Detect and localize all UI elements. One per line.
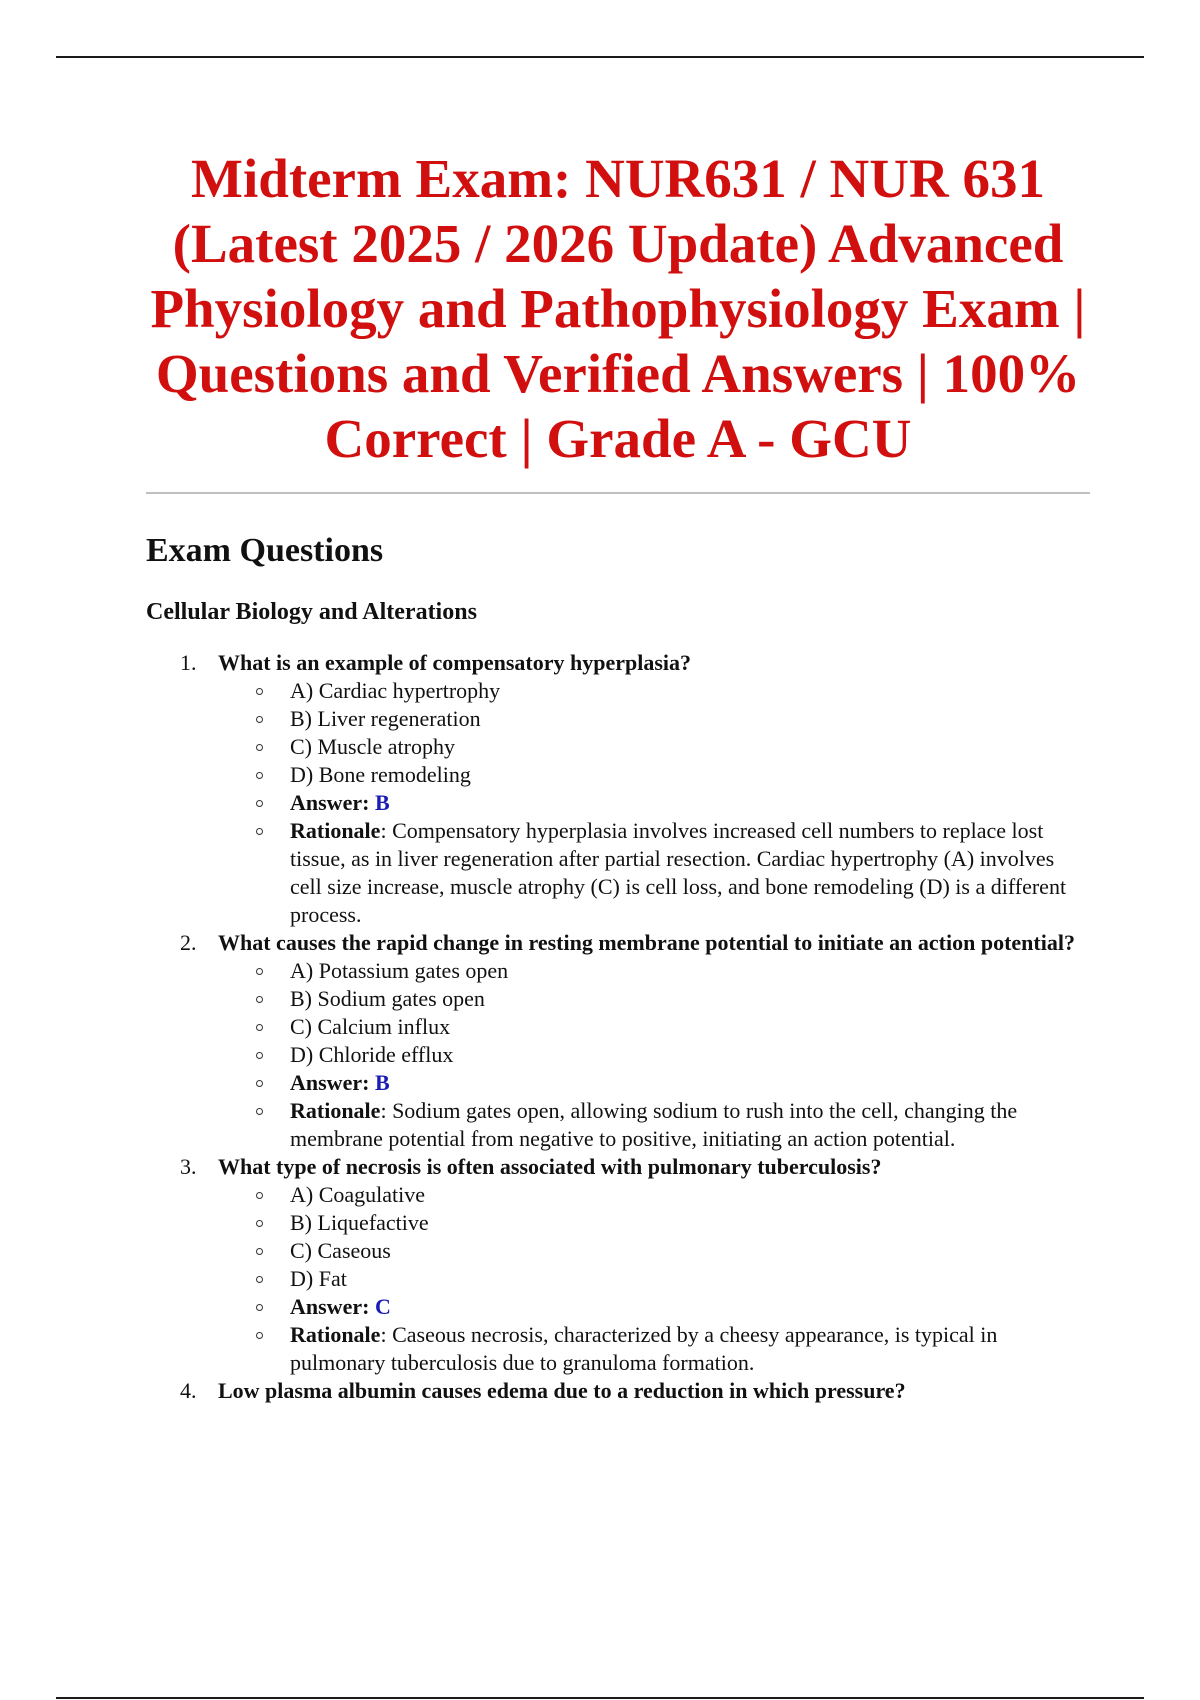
option-item — [290, 1181, 1090, 1209]
circle-bullet-icon — [256, 1108, 263, 1115]
rationale-text: : Sodium gates open, allowing sodium to rush into the cell, changing the membrane potential from negative to positive, initiating an action potential. — [290, 1098, 1018, 1151]
question-number: 4. — [180, 1378, 197, 1403]
answer-item — [290, 1069, 1090, 1097]
answer-letter: C — [374, 1294, 391, 1319]
circle-bullet-icon — [256, 1332, 263, 1339]
circle-bullet-icon — [256, 968, 263, 975]
document-body — [146, 146, 1090, 1405]
circle-bullet-icon — [256, 1024, 263, 1031]
rationale-text: : Caseous necrosis, characterized by a cheesy appearance, is typical in pulmonary tuberculosis due to granuloma formation. — [290, 1322, 998, 1375]
answer-item — [290, 789, 1090, 817]
option-item — [290, 1265, 1090, 1293]
circle-bullet-icon — [256, 1080, 263, 1087]
option-item — [290, 733, 1090, 761]
circle-bullet-icon — [256, 1220, 263, 1227]
option-item — [290, 761, 1090, 789]
question-number: 2. — [180, 930, 197, 955]
rationale-label: Rationale — [290, 1322, 381, 1347]
circle-bullet-icon — [256, 1192, 263, 1199]
document-title: Midterm Exam: NUR631 / NUR 631 (Latest 2025 / 2026 Update) Advanced Physiology and Pathophysiology Exam | Questions and Verified Answers | 100% Correct | Grade A - GCU — [150, 148, 1086, 469]
answer-label: Answer: — [290, 1070, 370, 1095]
circle-bullet-icon — [256, 1304, 263, 1311]
circle-bullet-icon — [256, 772, 263, 779]
option-item — [290, 677, 1090, 705]
option-text: C) Caseous — [290, 1238, 391, 1263]
question-item — [180, 649, 1090, 929]
circle-bullet-icon — [256, 828, 263, 835]
circle-bullet-icon — [256, 1052, 263, 1059]
circle-bullet-icon — [256, 716, 263, 723]
answer-letter: B — [374, 1070, 390, 1095]
rationale-item — [290, 1321, 1090, 1377]
circle-bullet-icon — [256, 800, 263, 807]
option-text: B) Liver regeneration — [290, 706, 481, 731]
rationale-label: Rationale — [290, 1098, 381, 1123]
option-text: B) Liquefactive — [290, 1210, 429, 1235]
option-text: B) Sodium gates open — [290, 986, 485, 1011]
rationale-item — [290, 817, 1090, 929]
option-text: D) Chloride efflux — [290, 1042, 454, 1067]
circle-bullet-icon — [256, 1276, 263, 1283]
question-text: What type of necrosis is often associated with pulmonary tuberculosis? — [218, 1154, 882, 1179]
option-list — [218, 677, 1090, 929]
rationale-item — [290, 1097, 1090, 1153]
bottom-rule — [56, 1697, 1144, 1699]
option-text: D) Bone remodeling — [290, 762, 471, 787]
option-list — [218, 957, 1090, 1153]
title-divider — [146, 492, 1090, 494]
rationale-text: : Compensatory hyperplasia involves increased cell numbers to replace lost tissue, as in liver regeneration after partial resection. Cardiac hypertrophy (A) involves cell size increase, muscle atrophy (C) is cell loss, and bone remodeling (D) is a different process. — [290, 818, 1067, 927]
option-text: C) Calcium influx — [290, 1014, 451, 1039]
answer-letter: B — [374, 790, 390, 815]
option-item — [290, 1013, 1090, 1041]
option-list — [218, 1181, 1090, 1377]
question-number: 1. — [180, 650, 197, 675]
circle-bullet-icon — [256, 1248, 263, 1255]
question-item — [180, 929, 1090, 1153]
option-text: A) Cardiac hypertrophy — [290, 678, 501, 703]
option-text: D) Fat — [290, 1266, 347, 1291]
question-item — [180, 1153, 1090, 1377]
question-list — [146, 649, 1090, 1405]
option-text: C) Muscle atrophy — [290, 734, 455, 759]
option-item — [290, 1237, 1090, 1265]
option-item — [290, 1041, 1090, 1069]
question-text: Low plasma albumin causes edema due to a reduction in which pressure? — [218, 1378, 906, 1403]
question-item — [180, 1377, 1090, 1405]
question-number: 3. — [180, 1154, 197, 1179]
answer-label: Answer: — [290, 1294, 370, 1319]
circle-bullet-icon — [256, 996, 263, 1003]
question-text: What is an example of compensatory hyperplasia? — [218, 650, 691, 675]
option-item — [290, 705, 1090, 733]
option-item — [290, 985, 1090, 1013]
option-item — [290, 957, 1090, 985]
answer-label: Answer: — [290, 790, 370, 815]
option-text: A) Potassium gates open — [290, 958, 509, 983]
answer-item — [290, 1293, 1090, 1321]
option-item — [290, 1209, 1090, 1237]
sub-heading: Cellular Biology and Alterations — [146, 599, 477, 625]
top-rule — [56, 56, 1144, 58]
circle-bullet-icon — [256, 688, 263, 695]
option-text: A) Coagulative — [290, 1182, 426, 1207]
question-text: What causes the rapid change in resting membrane potential to initiate an action potential? — [218, 930, 1075, 955]
circle-bullet-icon — [256, 744, 263, 751]
section-heading: Exam Questions — [146, 532, 384, 569]
rationale-label: Rationale — [290, 818, 381, 843]
